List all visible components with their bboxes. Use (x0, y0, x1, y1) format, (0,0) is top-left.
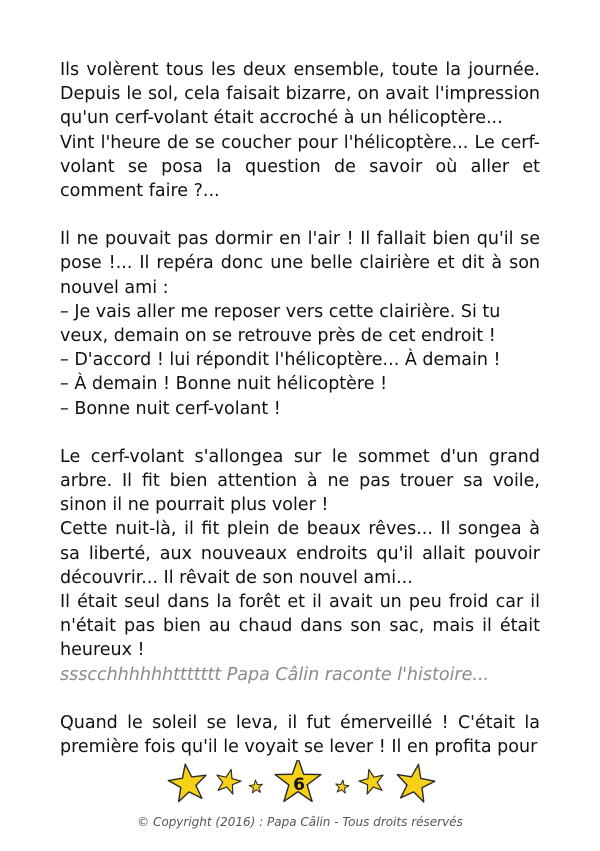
dialogue-line: – Bonne nuit cerf-volant ! (60, 398, 281, 419)
page-number: 6 (293, 775, 305, 795)
story-paragraph: Il était seul dans la forêt et il avait un peu froid car il n'était pas bien au chaud dans son sac, mais il était heureux ! (60, 592, 540, 661)
story-paragraph: Quand le soleil se leva, il fut émerveillé ! C'était la première fois qu'il le voyait se lever ! Il en profita pour (60, 712, 540, 758)
star-icon (335, 779, 350, 793)
star-icon (357, 766, 387, 795)
dialogue-line: – À demain ! Bonne nuit hélicoptère ! (60, 374, 388, 395)
story-paragraph: Vint l'heure de se coucher pour l'hélicoptère... Le cerf-volant se posa la question de savoir où aller et comment faire ?... (60, 132, 540, 202)
story-text (60, 58, 540, 759)
story-paragraph: Cette nuit-là, il fit plein de beaux rêves... Il songea à sa liberté, aux nouveaux endroits qu'il allait pouvoir découvrir... Il rêvait de son nouvel ami... (60, 519, 540, 588)
story-paragraph: Ils volèrent tous les deux ensemble, toute la journée. Depuis le sol, cela faisait bizarre, on avait l'impression qu'un cerf-volant était accroché à un hélicoptère... (60, 60, 540, 129)
narrator-aside: ssscchhhhhhttttttt Papa Câlin raconte l'histoire... (60, 664, 490, 685)
story-paragraph: Il ne pouvait pas dormir en l'air ! Il fallait bien qu'il se pose !... Il repéra donc une belle clairière et dit à son nouvel ami : (60, 229, 540, 298)
star-ornament (0, 760, 600, 810)
star-icon (166, 762, 209, 803)
copyright-footer: © Copyright (2016) : Papa Câlin - Tous droits réservés (137, 815, 463, 829)
dialogue-line: – Je vais aller me reposer vers cette clairière. Si tu veux, demain on se retrouve près de cet endroit ! (60, 301, 501, 347)
star-icon (249, 779, 263, 793)
star-icon (213, 766, 243, 795)
story-paragraph: Le cerf-volant s'allongea sur le sommet d'un grand arbre. Il fit bien attention à ne pas trouer sa voile, sinon il ne pourrait plus voler ! (60, 446, 540, 516)
page-number-badge (275, 760, 321, 801)
star-icon (393, 761, 437, 803)
dialogue-line: – D'accord ! lui répondit l'hélicoptère... À demain ! (60, 350, 501, 371)
